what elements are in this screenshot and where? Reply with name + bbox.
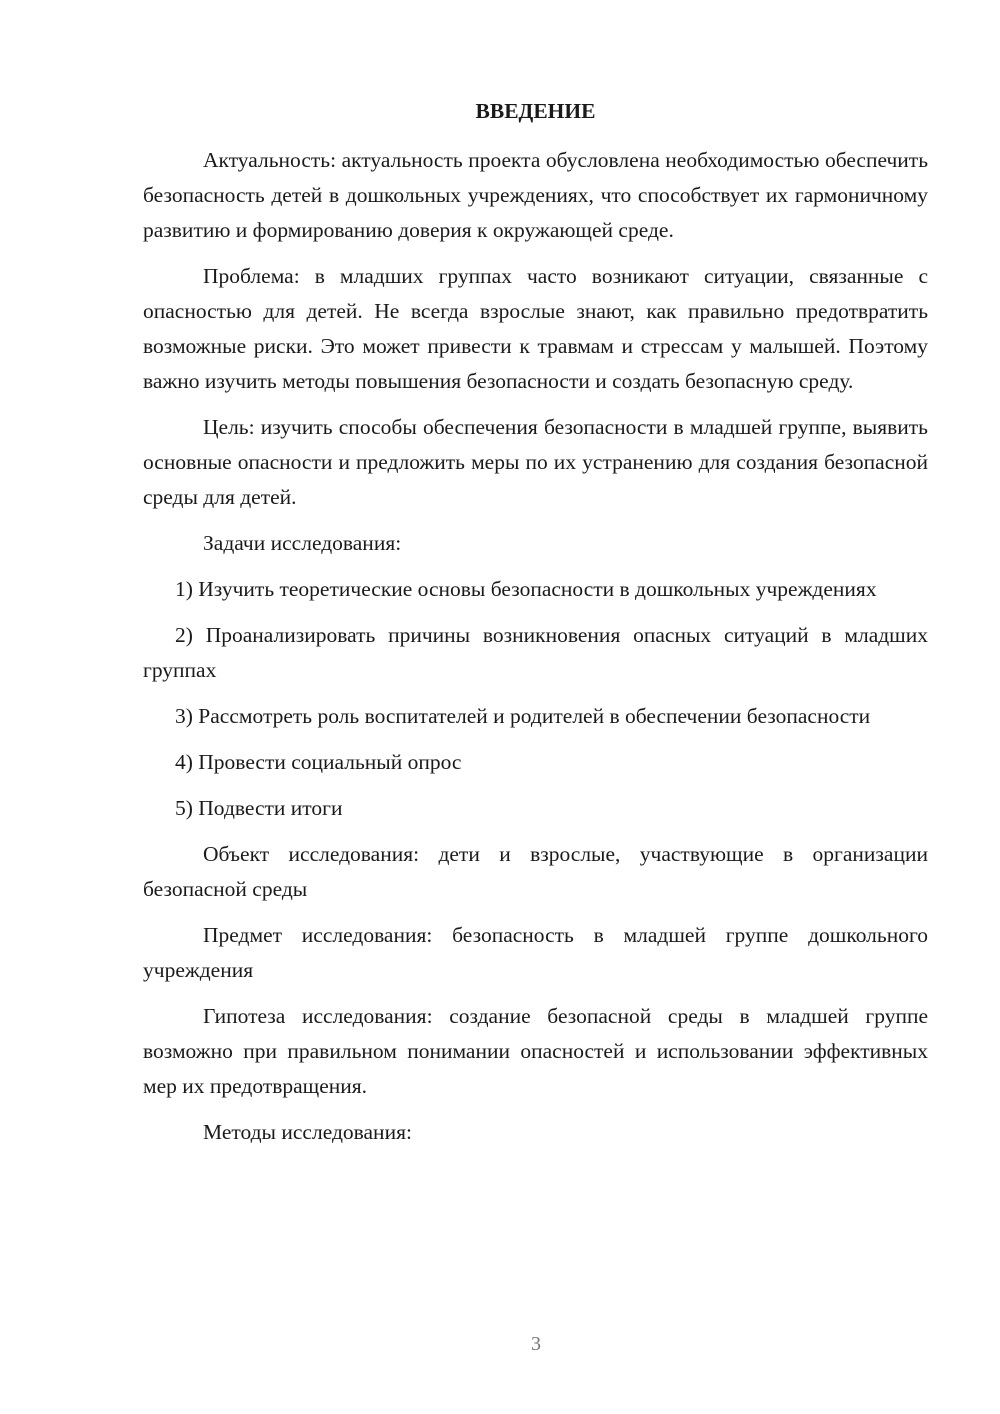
- task-item-3: 3) Рассмотреть роль воспитателей и родителей в обеспечении безопасности: [175, 704, 871, 728]
- object-paragraph: Объект исследования: дети и взрослые, участвующие в организации безопасной среды: [143, 842, 928, 901]
- task-item-1: 1) Изучить теоретические основы безопасности в дошкольных учреждениях: [175, 577, 877, 601]
- hypothesis-paragraph: Гипотеза исследования: создание безопасной среды в младшей группе возможно при правильном понимании опасностей и использовании эффективных мер их предотвращения.: [143, 1004, 928, 1098]
- task-item-2: 2) Проанализировать причины возникновения опасных ситуаций в младших группах: [143, 623, 928, 682]
- relevance-paragraph: Актуальность: актуальность проекта обусловлена необходимостью обеспечить безопасность детей в дошкольных учреждениях, что способствует их гармоничному развитию и формированию доверия к окружающей среде.: [143, 148, 928, 242]
- goal-paragraph: Цель: изучить способы обеспечения безопасности в младшей группе, выявить основные опасности и предложить меры по их устранению для создания безопасной среды для детей.: [143, 415, 928, 509]
- subject-paragraph: Предмет исследования: безопасность в младшей группе дошкольного учреждения: [143, 923, 928, 982]
- page-number: 3: [531, 1333, 541, 1355]
- problem-paragraph: Проблема: в младших группах часто возникают ситуации, связанные с опасностью для детей. Не всегда взрослые знают, как правильно предотвратить возможные риски. Это может привести к травмам и стрессам у малышей. Поэтому важно изучить методы повышения безопасности и создать безопасную среду.: [143, 264, 928, 393]
- document-page: [143, 94, 928, 1161]
- task-item-4: 4) Провести социальный опрос: [175, 750, 462, 774]
- page-title: ВВЕДЕНИЕ: [475, 99, 596, 123]
- methods-heading: Методы исследования:: [203, 1120, 412, 1144]
- task-item-5: 5) Подвести итоги: [175, 796, 343, 820]
- tasks-heading: Задачи исследования:: [203, 531, 402, 555]
